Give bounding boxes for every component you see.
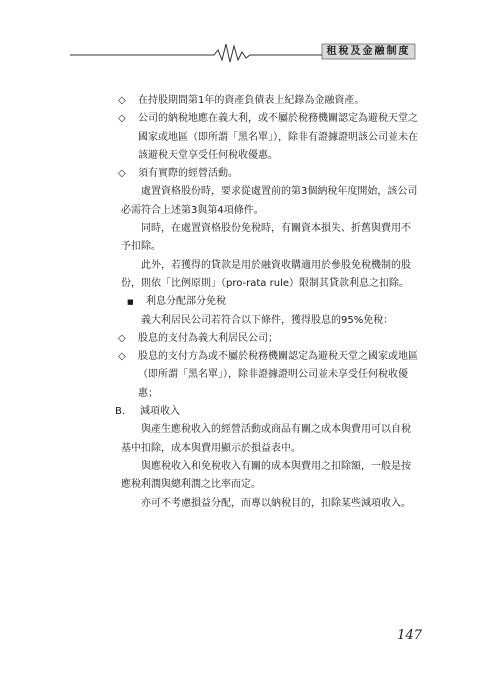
page-body: [115, 92, 418, 513]
bullet-text: 在持股期間第1年的資產負債表上紀錄為金融資產。: [138, 95, 365, 106]
page-header: [0, 0, 480, 70]
body-paragraph: 義大利居民公司若符合以下條件，獲得股息的95%免稅：: [141, 314, 394, 326]
bullet-text: 公司的納稅地應在義大利，或不屬於稅務機關認定為避稅天堂之國家或地區（即所謂「黑名單」），除非有證據證明該公司並未在該避稅天堂享受任何稅收優惠。: [138, 113, 418, 161]
diamond-bullet-icon: ◇: [118, 351, 126, 363]
subheading: [118, 293, 418, 311]
body-paragraph: 同時，在處置資格股份免稅時，有關資本損失、折舊與費用不予扣除。: [121, 223, 411, 253]
body-paragraph: 與應稅收入和免稅收入有關的成本與費用之扣除額，一般是按應稅利潤與總利潤之比率而定。: [121, 460, 411, 491]
bullet-text: 股息的支付為義大利居民公司；: [138, 332, 278, 344]
subheading-text: 利息分配部分免稅: [146, 296, 226, 308]
diamond-bullet-icon: ◇: [118, 168, 126, 180]
bullet-item: [118, 330, 418, 348]
bullet-item: [118, 92, 418, 110]
diamond-bullet-icon: ◇: [118, 113, 126, 125]
page-number: 147: [397, 628, 422, 643]
bullet-item: [118, 165, 418, 183]
header-pulse-line: [0, 0, 480, 70]
section-label: B.: [115, 406, 126, 418]
bullet-item: [118, 348, 418, 403]
diamond-bullet-icon: ◇: [118, 332, 126, 344]
square-bullet-icon: ■: [127, 298, 134, 307]
section-title: 減項收入: [140, 406, 180, 418]
running-header-title: 租稅及金融制度: [326, 46, 411, 57]
body-paragraph: 處置資格股份時，要求從處置前的第3個納稅年度開始，該公司必需符合上述第3與第4項條件。: [121, 186, 418, 216]
body-paragraph: 此外，若獲得的貸款是用於融資收購適用於參股免稅機制的股份，則依「比例原則」（pro-rata rule）限制其貸款利息之扣除。: [121, 259, 411, 289]
bullet-item: [118, 110, 418, 165]
body-paragraph: 與產生應稅收入的經營活動或商品有關之成本與費用可以自稅基中扣除，成本與費用顯示於損益表中。: [121, 424, 411, 454]
bullet-text: 須有實際的經營活動。: [138, 168, 238, 180]
section-heading: [115, 403, 418, 421]
body-paragraph: 亦可不考慮損益分配，而專以納稅目的，扣除某些減項收入。: [141, 497, 411, 509]
diamond-bullet-icon: ◇: [118, 95, 126, 106]
bullet-text: 股息的支付方為或不屬於稅務機關認定為避稅天堂之國家或地區（即所謂「黑名單」），除非證據證明公司並未享受任何稅收優惠；: [138, 351, 418, 399]
